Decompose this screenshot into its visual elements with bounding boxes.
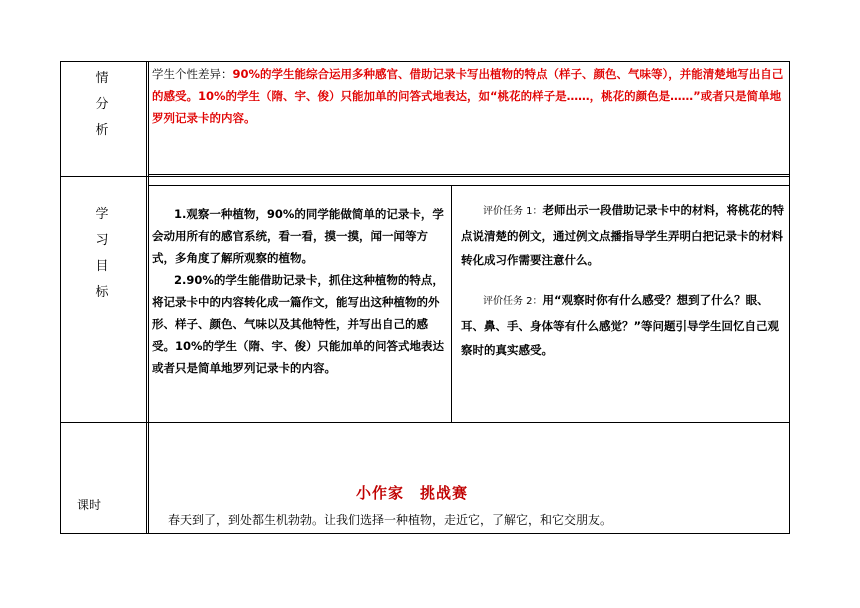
task-1-text: 老师出示一段借助记录卡中的材料，将桃花的特点说清楚的例文，通过例文点播指导学生弄明白把记录卡的材料转化成习作需要注意什么。 xyxy=(461,203,785,267)
goal-1: 1.观察一种植物，90%的同学能做简单的记录卡，学会动用所有的感官系统，看一看，摸一摸，闻一闻等方式，多角度了解所观察的植物。 xyxy=(152,207,444,265)
table-border-bottom xyxy=(60,533,790,534)
difference-prefix: 学生个性差异： xyxy=(152,67,233,81)
difference-detail: 90%的学生能综合运用多种感官、借助记录卡写出植物的特点（样子、颜色、气味等），并能清楚地写出自己的感受。10%的学生（隋、宇、俊）只能加单的问答式地表达，如“桃花的样子是……，桃花的颜色是……”或者只是简单地罗列记录卡的内容。 xyxy=(152,67,784,125)
task-2-text: 用“观察时你有什么感受？想到了什么？眼、耳、鼻、手、身体等有什么感觉？”等问题引导学生回忆自己观察时的真实感受。 xyxy=(461,293,780,357)
task-2 xyxy=(461,288,785,362)
row2-inner-line xyxy=(148,185,790,186)
label-column-divider-inner xyxy=(148,61,149,534)
table-border-right xyxy=(789,61,790,534)
row1-inner-line xyxy=(148,174,790,175)
label-column-divider xyxy=(146,61,147,534)
evaluation-tasks xyxy=(461,198,785,362)
row-divider-2 xyxy=(60,422,790,423)
goal-2: 2.90%的学生能借助记录卡，抓住这种植物的特点，将记录卡中的内容转化成一篇作文，能写出这种植物的外形、样子、颜色、气味以及其他特性，并写出自己的感受。10%的学生（隋、宇、俊）只能加单的问答式地表达或者只是简单地罗列记录卡的内容。 xyxy=(152,273,445,375)
learning-goals xyxy=(152,203,450,379)
row2-label: 学 习 目 标 xyxy=(95,207,109,300)
task-column-divider xyxy=(451,185,452,422)
student-difference-text xyxy=(152,63,784,129)
task-1-prefix: 评价任务 1： xyxy=(483,206,543,217)
table-border-top xyxy=(60,61,790,62)
task-2-prefix: 评价任务 2： xyxy=(483,296,543,307)
row3-label: 课时 xyxy=(77,498,102,512)
row1-label: 情 分 析 xyxy=(95,71,109,138)
intro-text: 春天到了，到处都生机勃勃。让我们选择一种植物，走近它，了解它，和它交朋友。 xyxy=(168,513,613,527)
task-1 xyxy=(461,198,785,272)
row-divider-1 xyxy=(60,176,790,177)
section-title: 小作家 挑战赛 xyxy=(356,484,469,502)
